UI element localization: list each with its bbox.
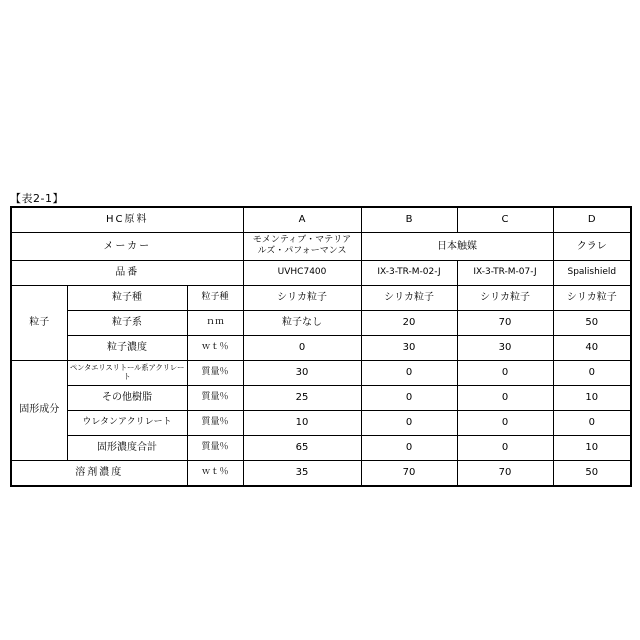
cell-silica-d: シリカ粒子 [553, 285, 631, 310]
cell-conc-c: 30 [457, 335, 553, 360]
cell-size-c: 70 [457, 310, 553, 335]
table-row [11, 335, 631, 360]
table-row [11, 233, 631, 261]
table-row [11, 285, 631, 310]
cell-size-b: 20 [361, 310, 457, 335]
cell-hinban-label: 品番 [11, 260, 243, 285]
cell-solvent-c: 70 [457, 460, 553, 486]
cell-total-label: 固形濃度合計 [67, 435, 187, 460]
cell-total-d: 10 [553, 435, 631, 460]
cell-maker-bc: 日本触媒 [361, 233, 553, 261]
cell-size-d: 50 [553, 310, 631, 335]
cell-penta-a: 30 [243, 360, 361, 385]
table-row [11, 207, 631, 233]
cell-solvent-d: 50 [553, 460, 631, 486]
cell-size-a: 粒子なし [243, 310, 361, 335]
cell-urethane-b: 0 [361, 410, 457, 435]
cell-particle-type-label: 粒子種 [67, 285, 187, 310]
table-row [11, 260, 631, 285]
cell-urethane-c: 0 [457, 410, 553, 435]
cell-particle-conc-unit: ｗｔ％ [187, 335, 243, 360]
cell-particle-type-unit: 粒子種 [187, 285, 243, 310]
table-row [11, 385, 631, 410]
cell-maker-d: クラレ [553, 233, 631, 261]
table-row [11, 435, 631, 460]
cell-silica-b: シリカ粒子 [361, 285, 457, 310]
cell-urethane-a: 10 [243, 410, 361, 435]
cell-total-a: 65 [243, 435, 361, 460]
cell-particle-size-label: 粒子系 [67, 310, 187, 335]
cell-penta-unit: 質量％ [187, 360, 243, 385]
cell-solvent-a: 35 [243, 460, 361, 486]
cell-group-particle: 粒子 [11, 285, 67, 360]
spec-table-container [10, 206, 630, 487]
cell-other-a: 25 [243, 385, 361, 410]
cell-hinban-a: UVHC7400 [243, 260, 361, 285]
cell-other-resin-label: その他樹脂 [67, 385, 187, 410]
cell-solvent-label: 溶剤濃度 [11, 460, 187, 486]
cell-conc-d: 40 [553, 335, 631, 360]
cell-other-b: 0 [361, 385, 457, 410]
cell-other-c: 0 [457, 385, 553, 410]
cell-col-d: D [553, 207, 631, 233]
cell-maker-a-line2: ルズ・パフォーマンス [257, 246, 347, 257]
cell-hinban-d: Spalishield [553, 260, 631, 285]
cell-col-a: A [243, 207, 361, 233]
table-row [11, 410, 631, 435]
cell-group-solids: 固形成分 [11, 360, 67, 460]
cell-urethane-d: 0 [553, 410, 631, 435]
cell-maker-a [243, 233, 361, 261]
cell-penta-label: ペンタエリスリトール系アクリレート [67, 360, 187, 385]
cell-silica-c: シリカ粒子 [457, 285, 553, 310]
cell-col-c: C [457, 207, 553, 233]
cell-total-b: 0 [361, 435, 457, 460]
cell-solvent-b: 70 [361, 460, 457, 486]
cell-hinban-c: IX-3-TR-M-07-J [457, 260, 553, 285]
cell-particle-size-unit: ｎｍ [187, 310, 243, 335]
cell-hinban-b: IX-3-TR-M-02-J [361, 260, 457, 285]
cell-penta-c: 0 [457, 360, 553, 385]
cell-total-c: 0 [457, 435, 553, 460]
cell-total-unit: 質量％ [187, 435, 243, 460]
cell-penta-d: 0 [553, 360, 631, 385]
cell-urethane-label: ウレタンアクリレート [67, 410, 187, 435]
cell-maker-a-line1: モメンティブ・マテリア [252, 235, 352, 245]
table-row [11, 360, 631, 385]
cell-maker-label: メーカー [11, 233, 243, 261]
table-row [11, 310, 631, 335]
table-row [11, 460, 631, 486]
cell-other-resin-unit: 質量％ [187, 385, 243, 410]
cell-conc-b: 30 [361, 335, 457, 360]
cell-particle-conc-label: 粒子濃度 [67, 335, 187, 360]
cell-urethane-unit: 質量％ [187, 410, 243, 435]
cell-hc-raw: HC原料 [11, 207, 243, 233]
cell-silica-a: シリカ粒子 [243, 285, 361, 310]
cell-penta-b: 0 [361, 360, 457, 385]
spec-table [10, 206, 632, 487]
cell-conc-a: 0 [243, 335, 361, 360]
cell-col-b: B [361, 207, 457, 233]
cell-solvent-unit: ｗｔ％ [187, 460, 243, 486]
cell-other-d: 10 [553, 385, 631, 410]
table-caption: 【表2-1】 [10, 192, 64, 205]
